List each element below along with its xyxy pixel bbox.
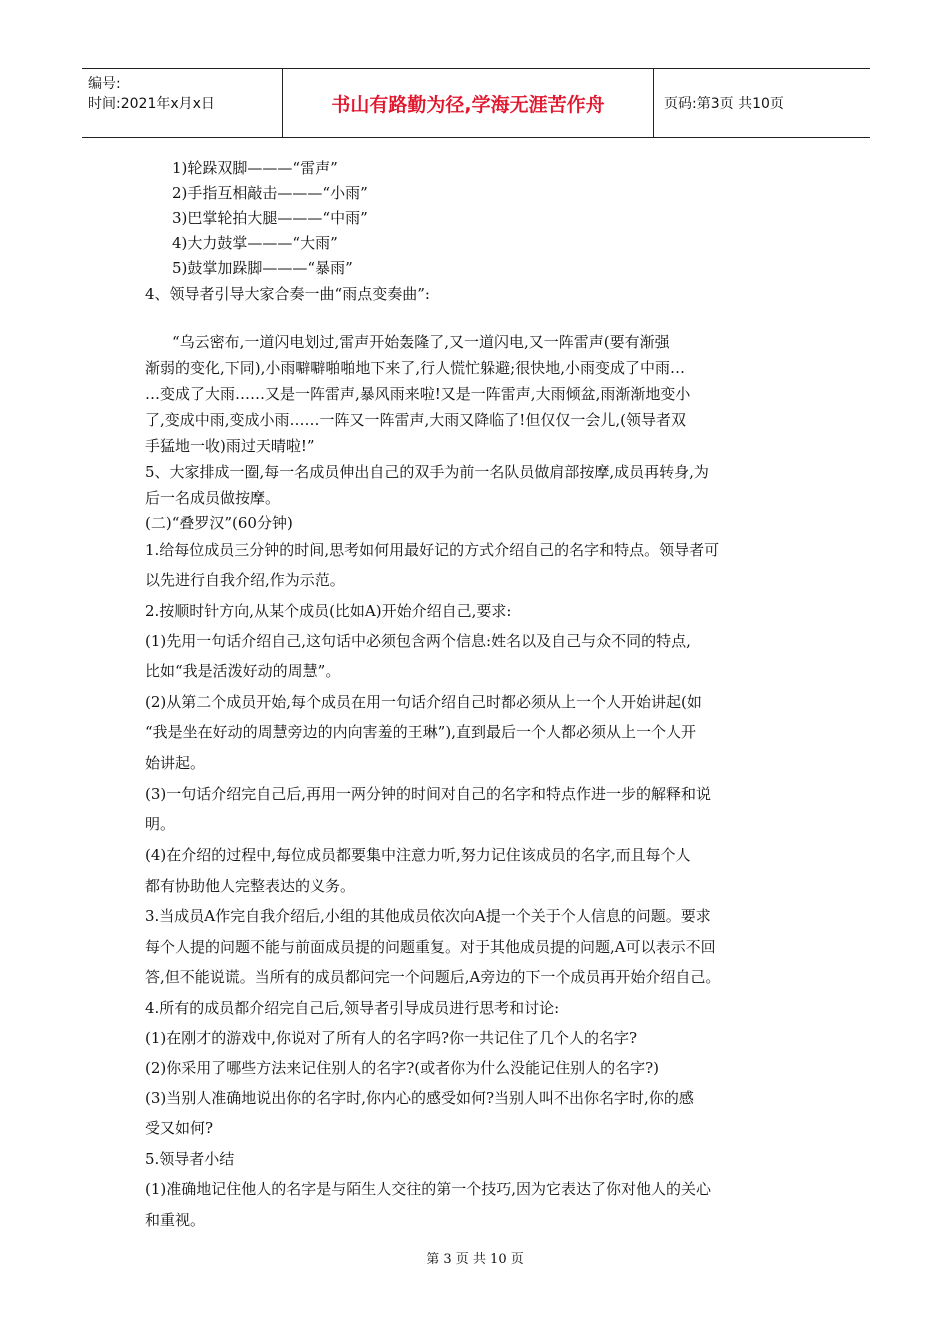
text-line: 3.当成员A作完自我介绍后,小组的其他成员依次向A提一个关于个人信息的问题。要求 [145,907,711,925]
text-line: 手猛地一收)雨过天晴啦!” [145,437,315,455]
text-line: 2.按顺时针方向,从某个成员(比如A)开始介绍自己,要求: [145,602,512,620]
text-line: (4)在介绍的过程中,每位成员都要集中注意力听,努力记住该成员的名字,而且每个人 [145,846,691,864]
motto: 书山有路勤为径,学海无涯苦作舟 [283,69,654,137]
text-line: “乌云密布,一道闪电划过,雷声开始轰隆了,又一道闪电,又一阵雷声(要有渐强 [172,333,670,351]
text-line: 后一名成员做按摩。 [145,489,281,507]
text-line: 5.领导者小结 [145,1150,235,1168]
text-line: (2)从第二个成员开始,每个成员在用一句话介绍自己时都必须从上一个人开始讲起(如 [145,693,702,711]
text-line: “我是坐在好动的周慧旁边的内向害羞的王琳”),直到最后一个人都必须从上一个人开 [145,723,696,741]
text-line: (3)一句话介绍完自己后,再用一两分钟的时间对自己的名字和特点作进一步的解释和说 [145,785,712,803]
text-line: (1)先用一句话介绍自己,这句话中必须包含两个信息:姓名以及自己与众不同的特点, [145,632,691,650]
text-line: 始讲起。 [145,754,206,772]
page-footer: 第 3 页 共 10 页 [426,1252,524,1267]
text-line: 每个人提的问题不能与前面成员提的问题重复。对于其他成员提的问题,A可以表示不回 [145,938,716,956]
text-line: (2)你采用了哪些方法来记住别人的名字?(或者你为什么没能记住别人的名字?) [145,1059,660,1077]
date-label: 时间:2021年x月x日 [88,96,215,112]
text-line: 了,变成中雨,变成小雨……一阵又一阵雷声,大雨又降临了!但仅仅一会儿,(领导者双 [145,411,686,429]
text-line: (3)当别人准确地说出你的名字时,你内心的感受如何?当别人叫不出你名字时,你的感 [145,1089,694,1107]
text-line: 4、领导者引导大家合奏一曲“雨点变奏曲”: [145,285,430,303]
text-line: 都有协助他人完整表达的义务。 [145,877,356,895]
text-line: 4.所有的成员都介绍完自己后,领导者引导成员进行思考和讨论: [145,999,560,1017]
text-line: 5)鼓掌加跺脚———“暴雨” [172,259,353,277]
text-line: 1.给每位成员三分钟的时间,思考如何用最好记的方式介绍自己的名字和特点。领导者可 [145,541,720,559]
text-line: (二)“叠罗汉”(60分钟) [145,514,293,532]
page-header [82,68,870,138]
text-line: (1)在刚才的游戏中,你说对了所有人的名字吗?你一共记住了几个人的名字? [145,1029,638,1047]
text-line: (1)准确地记住他人的名字是与陌生人交往的第一个技巧,因为它表达了你对他人的关心 [145,1180,712,1198]
text-line: 4)大力鼓掌———“大雨” [172,234,338,252]
text-line: …变成了大雨……又是一阵雷声,暴风雨来啦!又是一阵雷声,大雨倾盆,雨渐渐地变小 [145,385,691,403]
text-line: 3)巴掌轮拍大腿———“中雨” [172,209,368,227]
page-number-label: 页码:第3页 共10页 [664,96,784,112]
text-line: 1)轮跺双脚———“雷声” [172,159,338,177]
text-line: 比如“我是活泼好动的周慧”。 [145,662,341,680]
header-info-cell [82,69,283,137]
text-line: 受又如何? [145,1119,214,1137]
text-line: 5、大家排成一圈,每一名成员伸出自己的双手为前一名队员做肩部按摩,成员再转身,为 [145,463,709,481]
text-line: 和重视。 [145,1211,206,1229]
text-line: 明。 [145,815,176,833]
text-line: 2)手指互相敲击———“小雨” [172,184,368,202]
text-line: 渐弱的变化,下同),小雨噼噼啪啪地下来了,行人慌忙躲避;很快地,小雨变成了中雨… [145,359,685,377]
text-line: 以先进行自我介绍,作为示范。 [145,571,345,589]
text-line: 答,但不能说谎。当所有的成员都问完一个问题后,A旁边的下一个成员再开始介绍自己。 [145,968,721,986]
number-label: 编号: [88,76,121,92]
